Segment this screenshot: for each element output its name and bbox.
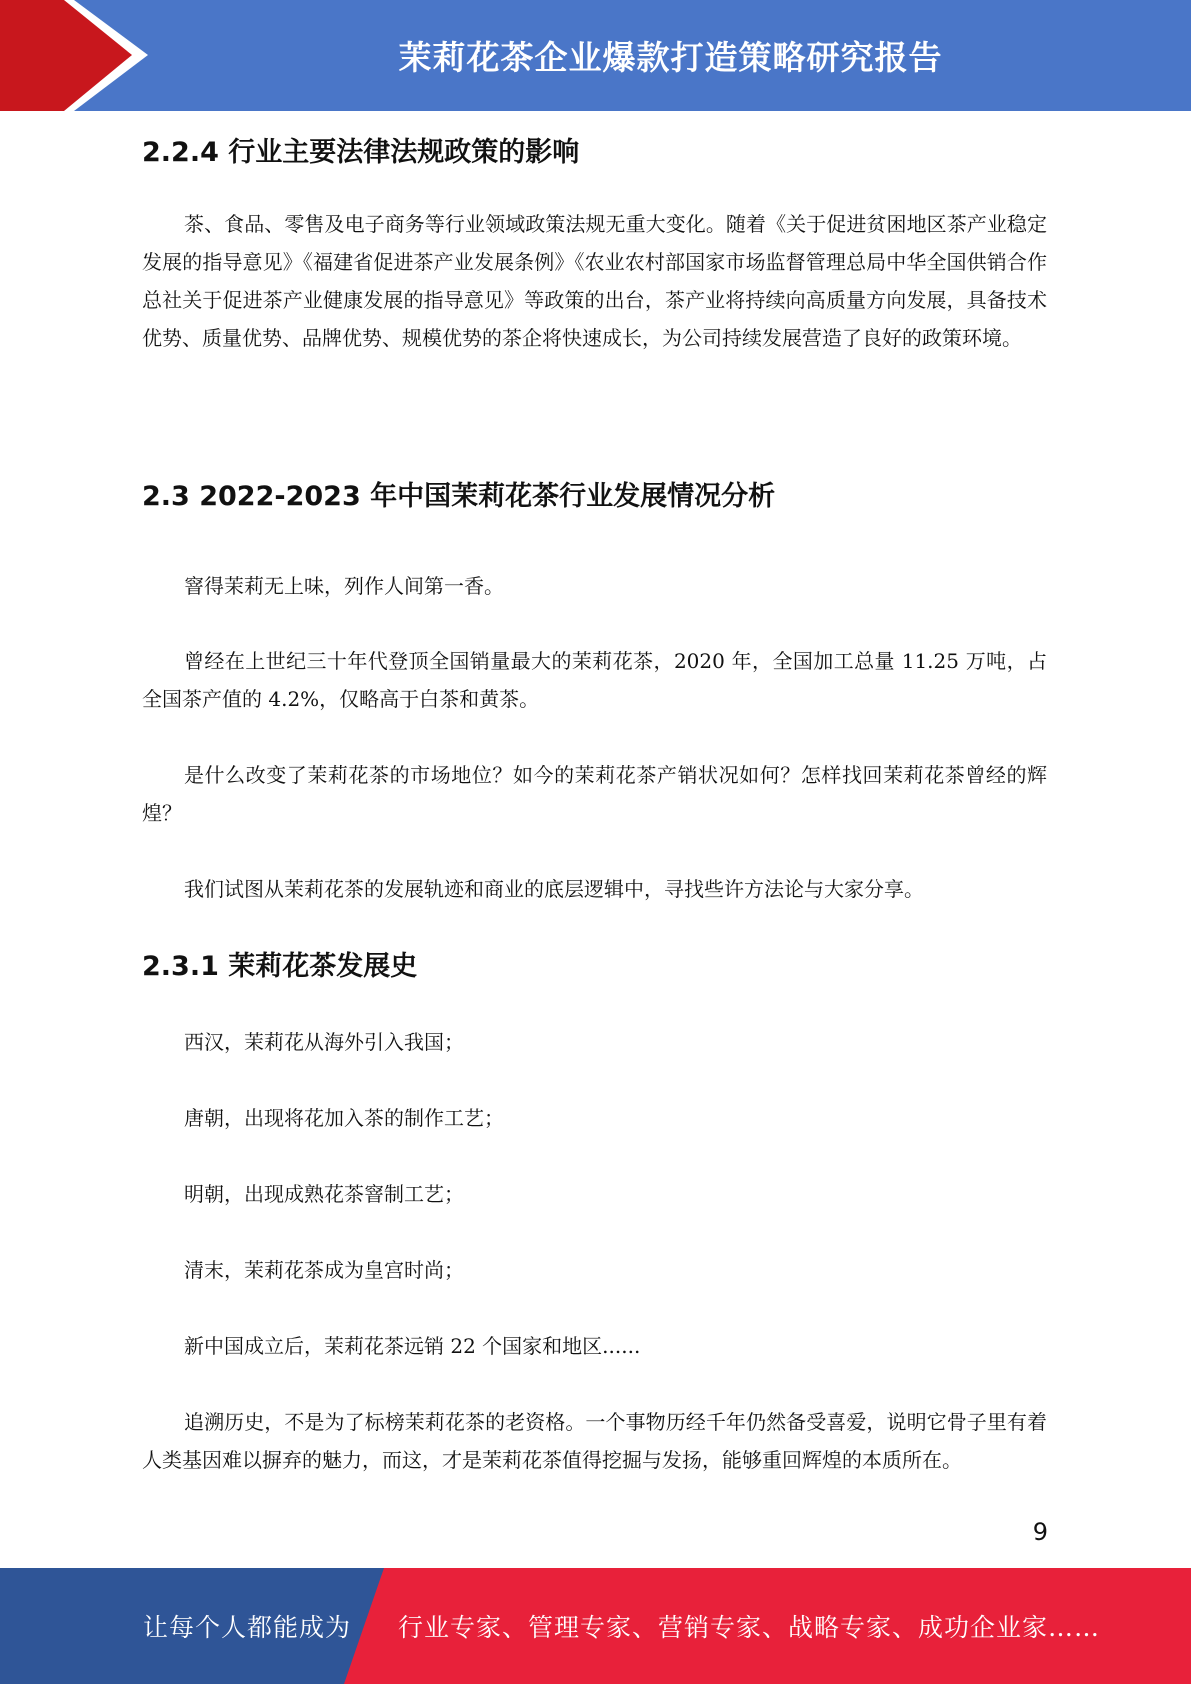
report-title: 茉莉花茶企业爆款打造策略研究报告 xyxy=(398,38,943,77)
section-heading-2-3-1: 2.3.1 茉莉花茶发展史 xyxy=(142,951,418,982)
page-header xyxy=(0,0,1191,111)
page-footer xyxy=(0,1568,1191,1684)
list-item: 清末，茉莉花茶成为皇宫时尚； xyxy=(184,1258,464,1282)
paragraph: 我们试图从茉莉花茶的发展轨迹和商业的底层逻辑中，寻找些许方法论与大家分享。 xyxy=(184,877,924,901)
section-heading-2-3: 2.3 2022-2023 年中国茉莉花茶行业发展情况分析 xyxy=(142,481,776,512)
paragraph: 曾经在上世纪三十年代登顶全国销量最大的茉莉花茶，2020 年，全国加工总量 11.25 万吨，占全国茶产值的 4.2%，仅略高于白茶和黄茶。 xyxy=(142,649,1047,711)
paragraph: 是什么改变了茉莉花茶的市场地位？如今的茉莉花茶产销状况如何？怎样找回茉莉花茶曾经的辉煌？ xyxy=(142,763,1047,825)
section-heading-2-2-4: 2.2.4 行业主要法律法规政策的影响 xyxy=(142,137,580,168)
chevron-logo-icon xyxy=(0,0,150,111)
closing-paragraph: 追溯历史，不是为了标榜茉莉花茶的老资格。一个事物历经千年仍然备受喜爱，说明它骨子里有着人类基因难以摒弃的魅力，而这，才是茉莉花茶值得挖掘与发扬，能够重回辉煌的本质所在。 xyxy=(142,1410,1047,1472)
list-item: 唐朝，出现将花加入茶的制作工艺； xyxy=(184,1106,504,1130)
paragraph: 窨得茉莉无上味，列作人间第一香。 xyxy=(184,574,504,598)
page-number: 9 xyxy=(1032,1518,1048,1546)
list-item: 新中国成立后，茉莉花茶远销 22 个国家和地区...... xyxy=(184,1334,641,1358)
footer-slogan-left: 让每个人都能成为 xyxy=(143,1613,352,1642)
list-item: 西汉，茉莉花从海外引入我国； xyxy=(184,1030,464,1054)
list-item: 明朝，出现成熟花茶窨制工艺； xyxy=(184,1182,464,1206)
section-2-2-4-paragraph: 茶、食品、零售及电子商务等行业领域政策法规无重大变化。随着《关于促进贫困地区茶产业稳定发展的指导意见》《福建省促进茶产业发展条例》《农业农村部国家市场监督管理总局中华全国供销合作总社关于促进茶产业健康发展的指导意见》等政策的出台，茶产业将持续向高质量方向发展，具备技术优势、质量优势、品牌优势、规模优势的茶企将快速成长，为公司持续发展营造了良好的政策环境。 xyxy=(142,212,1047,350)
footer-slogan-right: 行业专家、管理专家、营销专家、战略专家、成功企业家…… xyxy=(398,1613,1101,1642)
